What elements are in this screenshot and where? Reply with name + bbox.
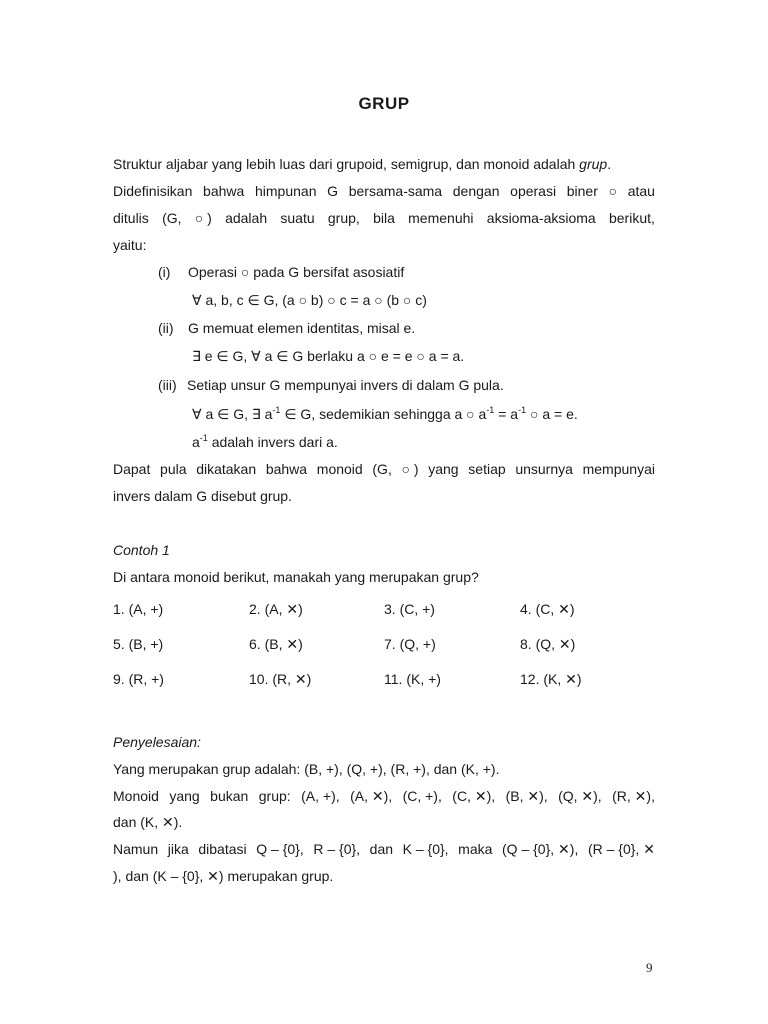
word: berikut, [608,210,655,226]
word: (C, ✕), [452,788,496,804]
word: setiap [468,461,506,477]
intro-line-3 [113,208,655,228]
formula-part: ∈ G, sedemikian sehingga a ○ a [280,406,487,422]
word: operasi [510,183,557,199]
solution-line-4 [113,839,655,859]
axiom-ii-label: (ii) [158,320,174,336]
superscript: -1 [272,405,281,415]
word: ○ ) [194,210,212,226]
word: bahwa [203,183,245,199]
formula-part: ○ a = e. [526,406,578,422]
word: (A, +), [301,788,340,804]
word: bila [373,210,395,226]
word: pula [160,461,187,477]
example-item: 5. (B, +) [113,636,164,652]
example-item: 9. (R, +) [113,671,164,687]
solution-line-5: ), dan (K – {0}, ✕) merupakan grup. [113,868,334,884]
intro-term-grup: grup [579,156,608,172]
axiom-ii-formula: ∃ e ∈ G, ∀ a ∈ G berlaku a ○ e = e ○ a = a. [192,348,465,364]
word: aksioma-aksioma [486,210,596,226]
solution-line-3: dan (K, ✕). [113,814,183,830]
example-item: 12. (K, ✕) [520,671,582,687]
conclusion-line-2: invers dalam G disebut grup. [113,488,292,504]
intro-line-4: yaitu: [113,237,147,253]
note-part: adalah invers dari a. [207,434,338,450]
conclusion-line-1 [113,459,655,479]
formula-part: = a [494,406,519,422]
example-item: 10. (R, ✕) [249,671,312,687]
word: Didefinisikan [113,183,193,199]
word: memenuhi [408,210,474,226]
example-item: 6. (B, ✕) [249,636,303,652]
word: (A, ✕), [350,788,393,804]
example-item: 11. (K, +) [384,671,441,687]
example-heading: Contoh 1 [113,542,170,558]
solution-line-2 [113,786,655,806]
solution-heading: Penyelesaian: [113,734,201,750]
axiom-i-label: (i) [158,264,171,280]
note-part: a [192,434,200,450]
axiom-iii-formula [192,404,578,424]
axiom-iii-text: Setiap unsur G mempunyai invers di dalam G pula. [187,377,504,393]
word: G [327,183,339,199]
word: ○ [608,183,618,199]
word: bukan [210,788,249,804]
example-question: Di antara monoid berikut, manakah yang merupakan grup? [113,569,479,585]
word: maka [458,841,493,857]
axiom-iii-note [192,432,338,452]
word: dikatakan [196,461,257,477]
example-item: 2. (A, ✕) [249,601,303,617]
superscript: -1 [486,405,495,415]
intro-line-2 [113,181,655,201]
word: (Q, ✕), [558,788,602,804]
example-item: 1. (A, +) [113,601,164,617]
word: (R – {0}, ✕ [587,841,655,857]
word: Dapat [113,461,151,477]
superscript: -1 [199,433,208,443]
example-item: 8. (Q, ✕) [520,636,576,652]
axiom-i-formula: ∀ a, b, c ∈ G, (a ○ b) ○ c = a ○ (b ○ c) [192,292,427,308]
word: (Q – {0}, ✕), [502,841,579,857]
word: adalah [225,210,268,226]
word: yang [428,461,459,477]
word: (B, ✕), [505,788,548,804]
word: bersama-sama [348,183,443,199]
word: dan [369,841,394,857]
word: yang [169,788,200,804]
axiom-i-text: Operasi ○ pada G bersifat asosiatif [188,264,405,280]
word: Monoid [113,788,159,804]
intro-text: Struktur aljabar yang lebih luas dari grupoid, semigrup, dan monoid adalah [113,156,580,172]
example-item: 7. (Q, +) [384,636,436,652]
word: (C, +), [402,788,442,804]
solution-line-1: Yang merupakan grup adalah: (B, +), (Q, +), (R, +), dan (K, +). [113,761,500,777]
word: dibatasi [198,841,247,857]
word: atau [627,183,655,199]
word: K – {0}, [402,841,449,857]
word: mempunyai [582,461,655,477]
word: R – {0}, [313,841,361,857]
axiom-iii-label: (iii) [158,377,177,393]
superscript: -1 [518,405,527,415]
page-number: 9 [646,960,653,975]
example-item: 3. (C, +) [384,601,435,617]
axiom-ii-text: G memuat elemen identitas, misal e. [188,320,416,336]
word: monoid [316,461,363,477]
intro-line-1 [113,154,611,174]
page-title: GRUP [358,94,410,113]
word: dengan [452,183,500,199]
word: Q – {0}, [256,841,304,857]
intro-period: . [607,156,612,172]
word: suatu [280,210,315,226]
word: (G, [372,461,392,477]
word: ditulis [113,210,149,226]
word: jika [167,841,189,857]
word: grup: [258,788,291,804]
word: (R, ✕), [612,788,655,804]
word: Namun [113,841,159,857]
word: ○ ) [401,461,419,477]
word: unsurnya [515,461,573,477]
formula-part: ∀ a ∈ G, ∃ a [192,406,273,422]
word: grup, [327,210,360,226]
word: himpunan [254,183,317,199]
word: (G, [162,210,182,226]
word: bahwa [265,461,308,477]
example-item: 4. (C, ✕) [520,601,575,617]
word: biner [566,183,598,199]
